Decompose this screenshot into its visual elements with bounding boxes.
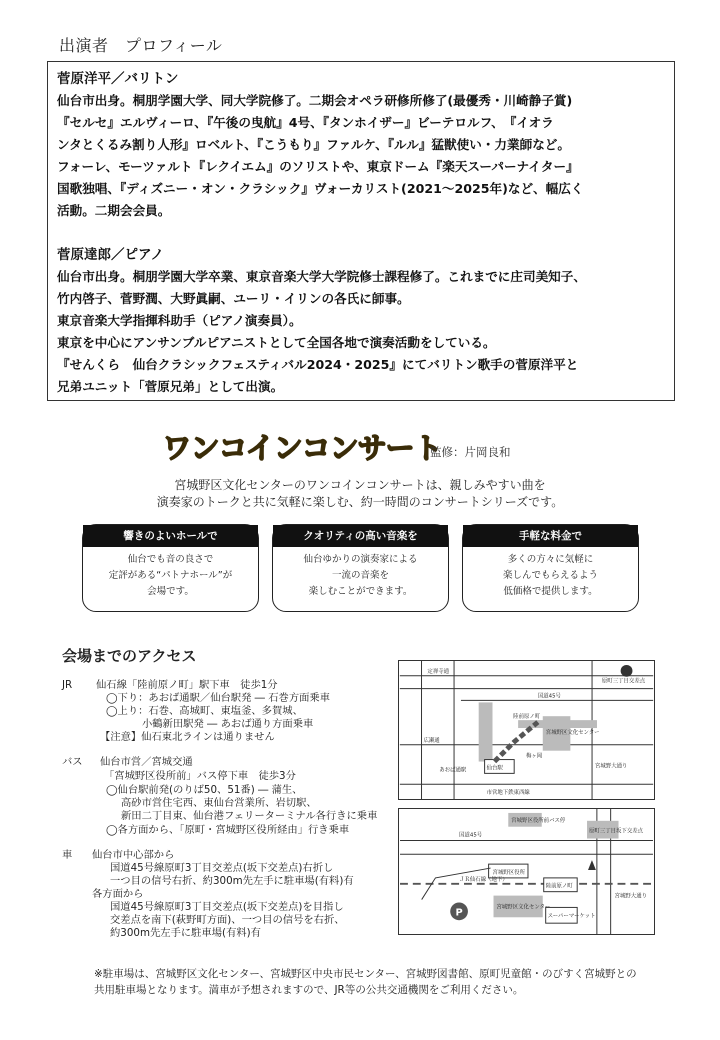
intro-line: 宮城野区文化センターのワンコインコンサートは、親しみやすい曲を bbox=[174, 478, 546, 492]
profile-line: 竹内啓子、菅野潤、大野眞嗣、ユーリ・イリンの各氏に師事。 bbox=[57, 291, 410, 306]
feature-text: 楽しんでもらえるよう bbox=[502, 570, 598, 581]
map-label: 宮城野区役所 bbox=[492, 869, 525, 876]
profile-line: ンタとくるみ割り人形』ロベルト、『こうもり』ファルケ、『ルル』猛獣使い・力業師など。 bbox=[57, 137, 570, 152]
access-line: 一つ目の信号右折、約300m先左手に駐車場(有料)有 bbox=[110, 875, 354, 887]
parking-icon: P bbox=[455, 907, 463, 919]
intro-line: 演奏家のトークと共に気軽に楽しむ、約一時間のコンサートシリーズです。 bbox=[156, 495, 564, 509]
access-label-car: 車 bbox=[62, 849, 73, 861]
map-label: 宮城野大通り bbox=[614, 893, 648, 900]
map-label: 原町三丁目交差点 bbox=[601, 678, 646, 685]
profile-line: 『セルセ』エルヴィーロ、『午後の曳航』4号、『タンホイザー』ビーテロルフ、 『イオラ bbox=[57, 115, 554, 130]
feature-text: 会場です。 bbox=[147, 586, 194, 597]
parking-note: 共用駐車場となります。満車が予想されますので、JR等の公共交通機関をご利用ください。 bbox=[94, 984, 524, 996]
access-line: 仙台市中心部から bbox=[92, 849, 175, 861]
map-label: 陸前原ノ町 bbox=[545, 883, 573, 890]
access-line: ◯下り：あおば通駅／仙台駅発 ― 石巻方面乗車 bbox=[106, 692, 331, 704]
profile-line: 仙台市出身。桐朋学園大学卒業、東京音楽大学大学院修士課程修了。これまでに庄司美知子、 bbox=[57, 269, 586, 284]
performer-name: 菅原達郎／ピアノ bbox=[57, 247, 164, 263]
access-line: ◯各方面から、「原町・宮城野区役所経由」行き乗車 bbox=[106, 824, 350, 836]
feature-text: 多くの方々に気軽に bbox=[507, 554, 594, 565]
map-label: 宮城野大通り bbox=[595, 763, 628, 770]
access-label-jr: JR bbox=[62, 679, 73, 691]
performer-name: 菅原洋平／バリトン bbox=[57, 71, 179, 87]
map-label: 梅ヶ岡 bbox=[526, 753, 543, 760]
profile-line: 仙台市出身。桐朋学園大学、同大学院修了。二期会オペラ研修所修了(最優秀・川崎静子賞) bbox=[57, 93, 573, 108]
access-line: 「宮城野区役所前」バス停下車 徒歩3分 bbox=[104, 770, 296, 782]
profile-line: 東京音楽大学指揮科助手（ピアノ演奏員）。 bbox=[57, 313, 302, 328]
profile-line: 兄弟ユニット「菅原兄弟」として出演。 bbox=[57, 379, 284, 394]
profile-box bbox=[47, 61, 675, 401]
profile-line: フォーレ、モーツァルト『レクイエム』のソリストや、東京ドーム『楽天スーパーナイター』 bbox=[57, 159, 579, 174]
map-label: 市営地下鉄東西線 bbox=[486, 790, 530, 797]
feature-text: 楽しむことができます。 bbox=[308, 586, 413, 597]
feature-title: 手軽な料金で bbox=[463, 525, 638, 547]
profile-piano bbox=[57, 244, 665, 398]
map-label: 宮城野区役所前バス停 bbox=[511, 817, 566, 824]
access-label-bus: バス bbox=[62, 756, 83, 768]
feature-text: 低価格で提供します。 bbox=[503, 586, 598, 597]
access-detail-map bbox=[398, 808, 655, 935]
access-line: 仙台市営／宮城交通 bbox=[100, 756, 193, 768]
access-line: ◯上り：石巻、高城町、東塩釜、多賀城、 bbox=[106, 705, 303, 717]
access-line: 小鶴新田駅発 ― あおば通り方面乗車 bbox=[142, 718, 314, 730]
map-label: 国道45号 bbox=[537, 693, 561, 700]
map-label: スーパーマーケット bbox=[547, 913, 596, 920]
feature-text: 定評がある“パトナホール”が bbox=[108, 570, 233, 581]
map-label: 仙台駅 bbox=[486, 765, 503, 772]
access-line: 交差点を南下(萩野町方面)、一つ目の信号を右折、 bbox=[110, 914, 345, 926]
parking-note: ※駐車場は、宮城野区文化センター、宮城野区中央市民センター、宮城野図書館、原町児童館・のびすく宮城野との bbox=[94, 968, 637, 980]
arrow-down-icon bbox=[588, 860, 596, 870]
supervisor-credit: 監修：片岡良和 bbox=[430, 445, 511, 459]
area-map bbox=[398, 660, 655, 800]
feature-title: 響きのよいホールで bbox=[83, 525, 258, 547]
feature-card-hall bbox=[82, 524, 259, 612]
profile-line: 東京を中心にアンサンブルピアニストとして全国各地で演奏活動をしている。 bbox=[57, 335, 496, 350]
access-line: 【注意】仙石東北ラインは通りません bbox=[100, 731, 275, 743]
feature-title: クオリティの高い音楽を bbox=[273, 525, 448, 547]
map-label: 定禅寺通 bbox=[427, 668, 450, 675]
feature-text: 一流の音楽を bbox=[331, 570, 389, 581]
profile-line: 国歌独唱、『ディズニー・オン・クラシック』ヴォーカリスト(2021～2025年)など、幅広く bbox=[57, 181, 584, 196]
profile-line: 『せんくら 仙台クラシックフェスティバル2024・2025』にてバリトン歌手の菅原洋平と bbox=[57, 357, 579, 372]
access-line: 国道45号線原町3丁目交差点(坂下交差点)を目指し bbox=[110, 901, 344, 913]
map-label: 宮城野区文化センター bbox=[496, 904, 551, 911]
access-line: 国道45号線原町3丁目交差点(坂下交差点)右折し bbox=[110, 862, 334, 874]
access-line: 各方面から bbox=[92, 888, 144, 900]
logo-text: ワンコインコンサート bbox=[162, 431, 442, 465]
feature-text: 仙台でも音の良さで bbox=[127, 554, 214, 565]
map-label: あおば通駅 bbox=[439, 767, 467, 774]
one-coin-concert-logo bbox=[162, 424, 442, 468]
page-title: 出演者 プロフィール bbox=[59, 36, 223, 55]
access-title: 会場までのアクセス bbox=[62, 647, 197, 665]
profile-line: 活動。二期会会員。 bbox=[57, 203, 171, 218]
map-label: 国道45号 bbox=[459, 832, 483, 839]
map-label: 原町三丁目坂下交差点 bbox=[589, 828, 644, 835]
profile-baritone bbox=[57, 68, 665, 222]
feature-card-price bbox=[462, 524, 639, 612]
map-label: 宮城野区文化センター bbox=[545, 729, 600, 736]
map-label: ＪＲ仙石線（地下） bbox=[459, 876, 508, 883]
access-line: 新田二丁目東、仙台港フェリーターミナル各行きに乗車 bbox=[121, 810, 378, 822]
access-line: 高砂市営住宅西、東仙台営業所、岩切駅、 bbox=[121, 797, 317, 809]
access-line: 仙石線「陸前原ノ町」駅下車 徒歩1分 bbox=[96, 679, 278, 691]
feature-text: 仙台ゆかりの演奏家による bbox=[303, 554, 418, 565]
access-line: 約300m先左手に駐車場(有料)有 bbox=[110, 927, 261, 939]
access-line: ◯仙台駅前発(のりば50、51番) ― 蒲生、 bbox=[106, 784, 303, 796]
feature-card-quality bbox=[272, 524, 449, 612]
map-label: 陸前原ノ町 bbox=[513, 714, 541, 721]
map-label: 広瀬通 bbox=[423, 737, 440, 744]
